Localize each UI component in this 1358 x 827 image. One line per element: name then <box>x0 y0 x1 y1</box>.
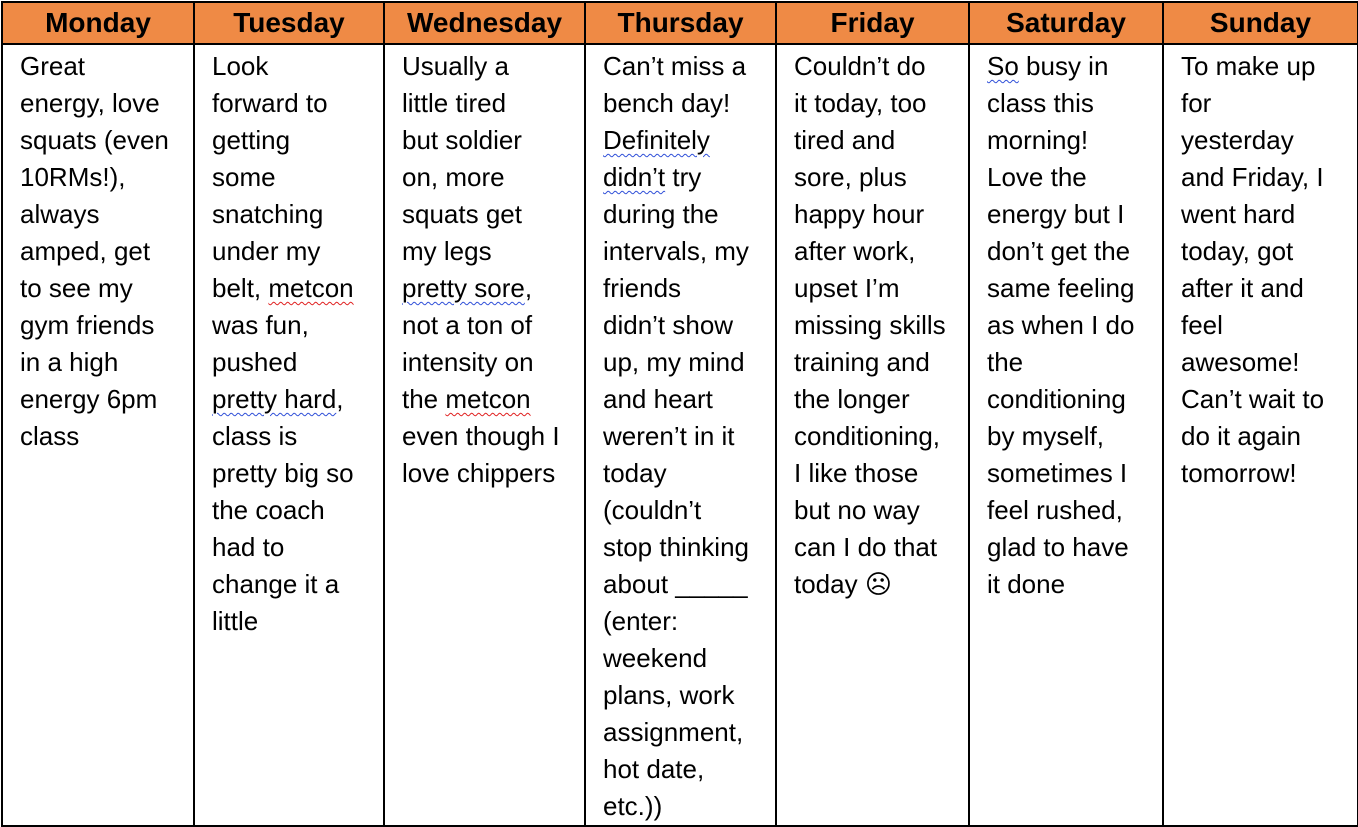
entry-text: and Friday, I <box>1181 162 1324 192</box>
entry-text: intervals, my <box>603 236 749 266</box>
entry-line <box>1181 196 1349 233</box>
entry-line <box>1181 418 1349 455</box>
entry-line <box>402 122 576 159</box>
entry-text: even though I <box>402 421 560 451</box>
entry-text: squats get <box>402 199 522 229</box>
entry-line <box>603 566 767 603</box>
entry-text: class this <box>987 88 1094 118</box>
entry-text: little <box>212 606 259 636</box>
entry-text: sometimes I <box>987 458 1128 488</box>
entry-text: friends <box>603 273 682 303</box>
header-wednesday: Wednesday <box>384 2 585 44</box>
entry-line <box>212 307 375 344</box>
entry-text: the <box>402 384 446 414</box>
entry-text: class is <box>212 421 298 451</box>
entry-text: energy but I <box>987 199 1125 229</box>
entry-line <box>1181 381 1349 418</box>
spellcheck-marked-word: pretty hard <box>212 384 337 414</box>
cell-wednesday <box>384 44 585 826</box>
entry-text: happy hour <box>794 199 925 229</box>
entry-line <box>794 159 960 196</box>
entry-line <box>1181 159 1349 196</box>
entry-line <box>212 455 375 492</box>
entry-line <box>402 270 576 307</box>
entry-text: conditioning <box>987 384 1126 414</box>
entry-line <box>20 122 185 159</box>
entry-text: tomorrow! <box>1181 458 1297 488</box>
entry-line <box>1181 85 1349 122</box>
entry-text: bench day! <box>603 88 731 118</box>
entry-line <box>1181 307 1349 344</box>
entry-line <box>987 159 1154 196</box>
entry-line <box>20 233 185 270</box>
cell-sunday <box>1163 44 1358 826</box>
entry-text: Couldn’t do <box>794 51 926 81</box>
entry-line <box>603 159 767 196</box>
entry-line <box>794 492 960 529</box>
entry-text: in a high <box>20 347 119 377</box>
header-tuesday: Tuesday <box>194 2 384 44</box>
entry-line <box>603 677 767 714</box>
entry-text: little tired <box>402 88 507 118</box>
entry-row <box>2 44 1358 826</box>
entry-line <box>212 418 375 455</box>
entry-text: amped, get <box>20 236 151 266</box>
entry-line <box>402 418 576 455</box>
entry-text: it done <box>987 569 1066 599</box>
entry-text: during the <box>603 199 719 229</box>
entry-text: today <box>603 458 667 488</box>
entry-text: was fun, <box>212 310 309 340</box>
entry-line <box>987 307 1154 344</box>
entry-line <box>794 529 960 566</box>
entry-line <box>20 270 185 307</box>
entry-line <box>603 307 767 344</box>
cell-friday <box>776 44 969 826</box>
entry-line <box>212 122 375 159</box>
entry-line <box>402 48 576 85</box>
entry-line <box>212 85 375 122</box>
entry-line <box>402 85 576 122</box>
entry-text: Look <box>212 51 269 81</box>
entry-text: as when I do <box>987 310 1135 340</box>
entry-line <box>603 85 767 122</box>
entry-text: busy in <box>1018 51 1109 81</box>
entry-text: weren’t in it <box>603 421 735 451</box>
entry-line <box>987 566 1154 603</box>
entry-line <box>987 381 1154 418</box>
entry-text: Usually a <box>402 51 509 81</box>
entry-text: after work, <box>794 236 916 266</box>
entry-line <box>987 85 1154 122</box>
header-row <box>2 2 1358 44</box>
entry-line <box>212 603 375 640</box>
entry-text: can I do that <box>794 532 938 562</box>
spellcheck-marked-word: metcon <box>268 273 354 303</box>
entry-line <box>603 492 767 529</box>
spellcheck-marked-word: didn’t <box>603 162 666 192</box>
entry-text: , <box>336 384 344 414</box>
entry-line <box>794 418 960 455</box>
entry-line <box>402 196 576 233</box>
entry-text: 10RMs!), <box>20 162 126 192</box>
entry-text: on, more <box>402 162 505 192</box>
entry-line <box>603 122 767 159</box>
entry-line <box>794 307 960 344</box>
entry-text: today ☹ <box>794 569 892 599</box>
entry-line <box>603 233 767 270</box>
entry-line <box>987 270 1154 307</box>
entry-line <box>402 344 576 381</box>
entry-line <box>603 418 767 455</box>
entry-text: (couldn’t <box>603 495 702 525</box>
entry-line <box>987 529 1154 566</box>
entry-line <box>402 159 576 196</box>
entry-text: do it again <box>1181 421 1301 451</box>
entry-line <box>987 344 1154 381</box>
entry-text: went hard <box>1181 199 1296 229</box>
entry-text: , <box>524 273 533 303</box>
entry-line <box>987 196 1154 233</box>
entry-line <box>212 48 375 85</box>
entry-line <box>1181 455 1349 492</box>
entry-line <box>402 307 576 344</box>
entry-text: energy 6pm <box>20 384 158 414</box>
entry-text: love chippers <box>402 458 556 488</box>
entry-text: To make up <box>1181 51 1316 81</box>
cell-tuesday <box>194 44 384 826</box>
entry-text: training and <box>794 347 930 377</box>
entry-text: the <box>987 347 1024 377</box>
entry-line <box>402 233 576 270</box>
entry-line <box>20 307 185 344</box>
entry-text: I like those <box>794 458 919 488</box>
entry-line <box>212 529 375 566</box>
entry-text: weekend <box>603 643 708 673</box>
entry-line <box>987 48 1154 85</box>
entry-line <box>1181 48 1349 85</box>
entry-text: it today, too <box>794 88 927 118</box>
entry-line <box>603 196 767 233</box>
entry-text: after it and <box>1181 273 1304 303</box>
entry-line <box>20 381 185 418</box>
entry-text: but no way <box>794 495 920 525</box>
entry-line <box>603 788 767 825</box>
spellcheck-marked-word: Definitely <box>603 125 710 155</box>
weekly-journal-table <box>1 1 1358 827</box>
entry-text: missing skills <box>794 310 946 340</box>
entry-text: getting <box>212 125 291 155</box>
entry-line <box>212 196 375 233</box>
entry-text: belt, <box>212 273 269 303</box>
entry-text: my legs <box>402 236 492 266</box>
entry-text: glad to have <box>987 532 1129 562</box>
entry-line <box>603 751 767 788</box>
entry-text: didn’t show <box>603 310 734 340</box>
entry-line <box>603 640 767 677</box>
entry-text: assignment, <box>603 717 744 747</box>
entry-text: forward to <box>212 88 328 118</box>
entry-line <box>402 381 576 418</box>
entry-text: class <box>20 421 80 451</box>
entry-text: snatching <box>212 199 324 229</box>
entry-text: upset I’m <box>794 273 900 303</box>
entry-text: and heart <box>603 384 713 414</box>
entry-text: for <box>1181 88 1212 118</box>
entry-line <box>402 455 576 492</box>
entry-line <box>794 344 960 381</box>
entry-line <box>1181 344 1349 381</box>
entry-text: not a ton of <box>402 310 533 340</box>
entry-text: up, my mind <box>603 347 745 377</box>
entry-line <box>603 603 767 640</box>
entry-line <box>987 122 1154 159</box>
entry-text: tired and <box>794 125 896 155</box>
entry-text: Love the <box>987 162 1087 192</box>
entry-line <box>794 122 960 159</box>
entry-line <box>20 418 185 455</box>
entry-text: gym friends <box>20 310 155 340</box>
entry-line <box>987 233 1154 270</box>
entry-text: same feeling <box>987 273 1135 303</box>
entry-text: squats (even <box>20 125 169 155</box>
header-monday: Monday <box>2 2 194 44</box>
entry-text: Great <box>20 51 86 81</box>
entry-text: by myself, <box>987 421 1105 451</box>
header-thursday: Thursday <box>585 2 776 44</box>
entry-line <box>794 270 960 307</box>
entry-line <box>212 566 375 603</box>
entry-text: don’t get the <box>987 236 1131 266</box>
entry-line <box>794 196 960 233</box>
cell-saturday <box>969 44 1163 826</box>
entry-line <box>212 233 375 270</box>
entry-line <box>987 455 1154 492</box>
entry-line <box>212 270 375 307</box>
entry-line <box>794 48 960 85</box>
entry-line <box>20 196 185 233</box>
entry-text: try <box>665 162 702 192</box>
entry-text: morning! <box>987 125 1089 155</box>
entry-text: feel rushed, <box>987 495 1123 525</box>
entry-line <box>603 529 767 566</box>
entry-line <box>603 48 767 85</box>
entry-line <box>212 344 375 381</box>
entry-line <box>603 381 767 418</box>
header-friday: Friday <box>776 2 969 44</box>
cell-monday <box>2 44 194 826</box>
entry-text: feel <box>1181 310 1223 340</box>
spellcheck-marked-word: So <box>987 51 1019 81</box>
spellcheck-marked-word: pretty sore <box>402 273 525 303</box>
entry-text: etc.)) <box>603 791 663 821</box>
entry-text: Can’t miss a <box>603 51 747 81</box>
entry-text: hot date, <box>603 754 705 784</box>
header-sunday: Sunday <box>1163 2 1358 44</box>
entry-line <box>20 85 185 122</box>
entry-text: pushed <box>212 347 298 377</box>
entry-line <box>794 381 960 418</box>
entry-line <box>794 233 960 270</box>
entry-text: to see my <box>20 273 133 303</box>
entry-line <box>1181 270 1349 307</box>
entry-text: today, got <box>1181 236 1294 266</box>
entry-text: always <box>20 199 100 229</box>
entry-line <box>1181 122 1349 159</box>
entry-text: stop thinking <box>603 532 749 562</box>
entry-line <box>1181 233 1349 270</box>
entry-line <box>20 159 185 196</box>
entry-line <box>987 492 1154 529</box>
entry-line <box>794 455 960 492</box>
entry-text: awesome! <box>1181 347 1300 377</box>
entry-text: about _____ <box>603 569 748 599</box>
entry-line <box>20 344 185 381</box>
entry-text: energy, love <box>20 88 160 118</box>
entry-text: yesterday <box>1181 125 1294 155</box>
entry-text: but soldier <box>402 125 522 155</box>
entry-text: pretty big so <box>212 458 354 488</box>
header-saturday: Saturday <box>969 2 1163 44</box>
entry-text: the longer <box>794 384 910 414</box>
entry-line <box>794 85 960 122</box>
entry-text: (enter: <box>603 606 679 636</box>
entry-text: intensity on <box>402 347 534 377</box>
entry-line <box>20 48 185 85</box>
entry-text: Can’t wait to <box>1181 384 1325 414</box>
entry-text: the coach <box>212 495 325 525</box>
entry-line <box>212 159 375 196</box>
entry-line <box>987 418 1154 455</box>
entry-text: plans, work <box>603 680 735 710</box>
entry-line <box>212 492 375 529</box>
entry-line <box>603 714 767 751</box>
entry-line <box>794 566 960 603</box>
entry-text: conditioning, <box>794 421 940 451</box>
entry-text: sore, plus <box>794 162 907 192</box>
entry-text: had to <box>212 532 285 562</box>
spellcheck-marked-word: metcon <box>445 384 531 414</box>
entry-text: change it a <box>212 569 340 599</box>
cell-thursday <box>585 44 776 826</box>
entry-line <box>603 270 767 307</box>
entry-line <box>603 455 767 492</box>
entry-line <box>603 344 767 381</box>
entry-text: under my <box>212 236 321 266</box>
entry-line <box>212 381 375 418</box>
entry-text: some <box>212 162 276 192</box>
